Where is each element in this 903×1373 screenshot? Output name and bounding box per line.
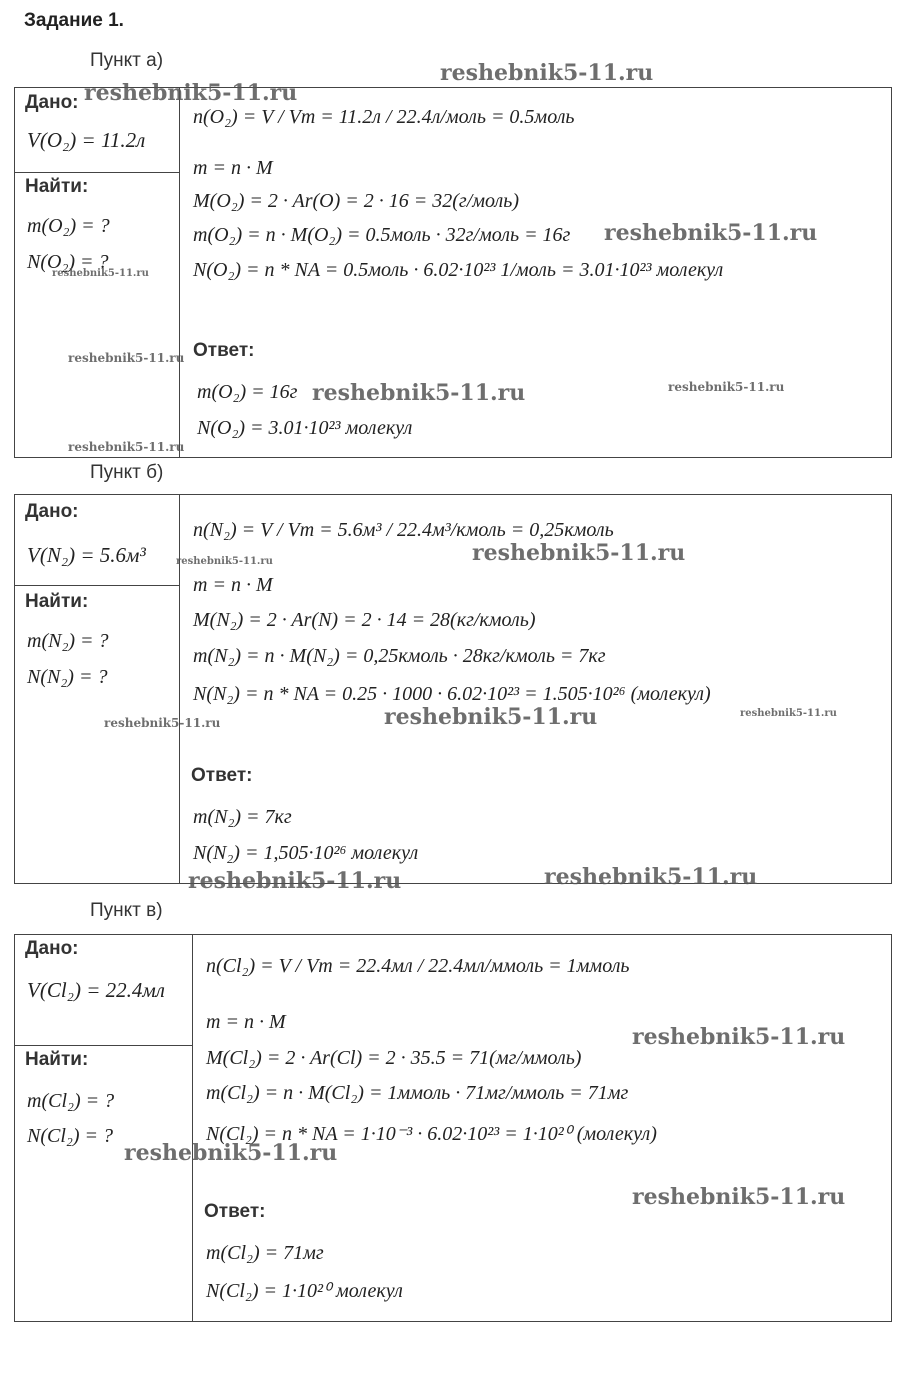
watermark: reshebnik5-11.ru (632, 1024, 846, 1050)
watermark: reshebnik5-11.ru (188, 868, 402, 894)
given-label: Дано: (25, 92, 79, 113)
answer-label: Ответ: (204, 1201, 266, 1222)
part-a-label: Пункт а) (90, 50, 164, 71)
solution-line: m(Cl₂) = n · M(Cl₂) = 1ммоль · 71мг/ммоль = 71мг (206, 1082, 629, 1104)
find-item: m(Cl₂) = ? (27, 1090, 115, 1112)
column-divider (179, 88, 180, 457)
solution-line: M(N₂) = 2 · Ar(N) = 2 · 14 = 28(кг/кмоль) (193, 609, 536, 631)
answer-line: N(N₂) = 1,505·10²⁶ молекул (193, 842, 419, 864)
watermark: reshebnik5-11.ru (68, 440, 185, 454)
answer-label: Ответ: (193, 340, 255, 361)
answer-line: m(Cl₂) = 71мг (206, 1242, 324, 1264)
answer-label: Ответ: (191, 765, 253, 786)
column-divider (192, 935, 193, 1321)
watermark: reshebnik5-11.ru (68, 351, 185, 365)
answer-line: N(Cl₂) = 1·10²⁰ молекул (206, 1280, 403, 1302)
watermark: reshebnik5-11.ru (84, 80, 298, 106)
solution-line: m = n · M (193, 157, 273, 179)
solution-line: M(Cl₂) = 2 · Ar(Cl) = 2 · 35.5 = 71(мг/ммоль) (206, 1047, 582, 1069)
solution-line: n(O₂) = V / Vm = 11.2л / 22.4л/моль = 0.5моль (193, 106, 575, 128)
solution-line: m = n · M (206, 1011, 286, 1033)
watermark: reshebnik5-11.ru (632, 1184, 846, 1210)
answer-line: m(N₂) = 7кг (193, 806, 292, 828)
answer-line: m(O₂) = 16г (197, 381, 298, 403)
part-b-table (14, 494, 892, 884)
watermark: reshebnik5-11.ru (604, 220, 818, 246)
row-divider (15, 585, 179, 586)
given-label: Дано: (25, 501, 79, 522)
find-label: Найти: (25, 1049, 89, 1070)
solution-line: M(O₂) = 2 · Ar(O) = 2 · 16 = 32(г/моль) (193, 190, 520, 212)
find-item: N(N₂) = ? (27, 666, 108, 688)
watermark: reshebnik5-11.ru (544, 864, 758, 890)
solution-line: N(Cl₂) = n * NA = 1·10⁻³ · 6.02·10²³ = 1·10²⁰ (молекул) (206, 1123, 657, 1145)
given-value: V(O₂) = 11.2л (27, 128, 146, 152)
solution-line: m = n · M (193, 574, 273, 596)
given-label: Дано: (25, 938, 79, 959)
row-divider (15, 172, 179, 173)
part-c-label: Пункт в) (90, 900, 163, 921)
find-label: Найти: (25, 591, 89, 612)
solution-line: m(O₂) = n · M(O₂) = 0.5моль · 32г/моль = 16г (193, 224, 571, 246)
find-item: N(Cl₂) = ? (27, 1125, 114, 1147)
watermark: reshebnik5-11.ru (440, 60, 654, 86)
given-value: V(Cl₂) = 22.4мл (27, 978, 165, 1002)
watermark: reshebnik5-11.ru (312, 380, 526, 406)
part-b-label: Пункт б) (90, 462, 164, 483)
watermark: reshebnik5-11.ru (384, 704, 598, 730)
given-value: V(N₂) = 5.6м³ (27, 543, 146, 567)
watermark: reshebnik5-11.ru (668, 380, 785, 394)
find-item: m(N₂) = ? (27, 630, 109, 652)
watermark: reshebnik5-11.ru (472, 540, 686, 566)
watermark: reshebnik5-11.ru (104, 716, 221, 730)
watermark: reshebnik5-11.ru (52, 268, 149, 279)
part-c-table (14, 934, 892, 1322)
solution-line: n(Cl₂) = V / Vm = 22.4мл / 22.4мл/ммоль = 1ммоль (206, 955, 630, 977)
solution-line: N(O₂) = n * NA = 0.5моль · 6.02·10²³ 1/моль = 3.01·10²³ молекул (193, 259, 724, 281)
find-item: N(O₂) = ? (27, 251, 109, 273)
watermark: reshebnik5-11.ru (176, 556, 273, 567)
page-title: Задание 1. (24, 10, 124, 31)
watermark: reshebnik5-11.ru (124, 1140, 338, 1166)
column-divider (179, 495, 180, 883)
find-label: Найти: (25, 176, 89, 197)
row-divider (15, 1045, 192, 1046)
solution-line: n(N₂) = V / Vm = 5.6м³ / 22.4м³/кмоль = 0,25кмоль (193, 519, 614, 541)
solution-line: N(N₂) = n * NA = 0.25 · 1000 · 6.02·10²³ = 1.505·10²⁶ (молекул) (193, 683, 711, 705)
answer-line: N(O₂) = 3.01·10²³ молекул (197, 417, 413, 439)
solution-line: m(N₂) = n · M(N₂) = 0,25кмоль · 28кг/кмоль = 7кг (193, 645, 606, 667)
watermark: reshebnik5-11.ru (740, 708, 837, 719)
find-item: m(O₂) = ? (27, 215, 110, 237)
